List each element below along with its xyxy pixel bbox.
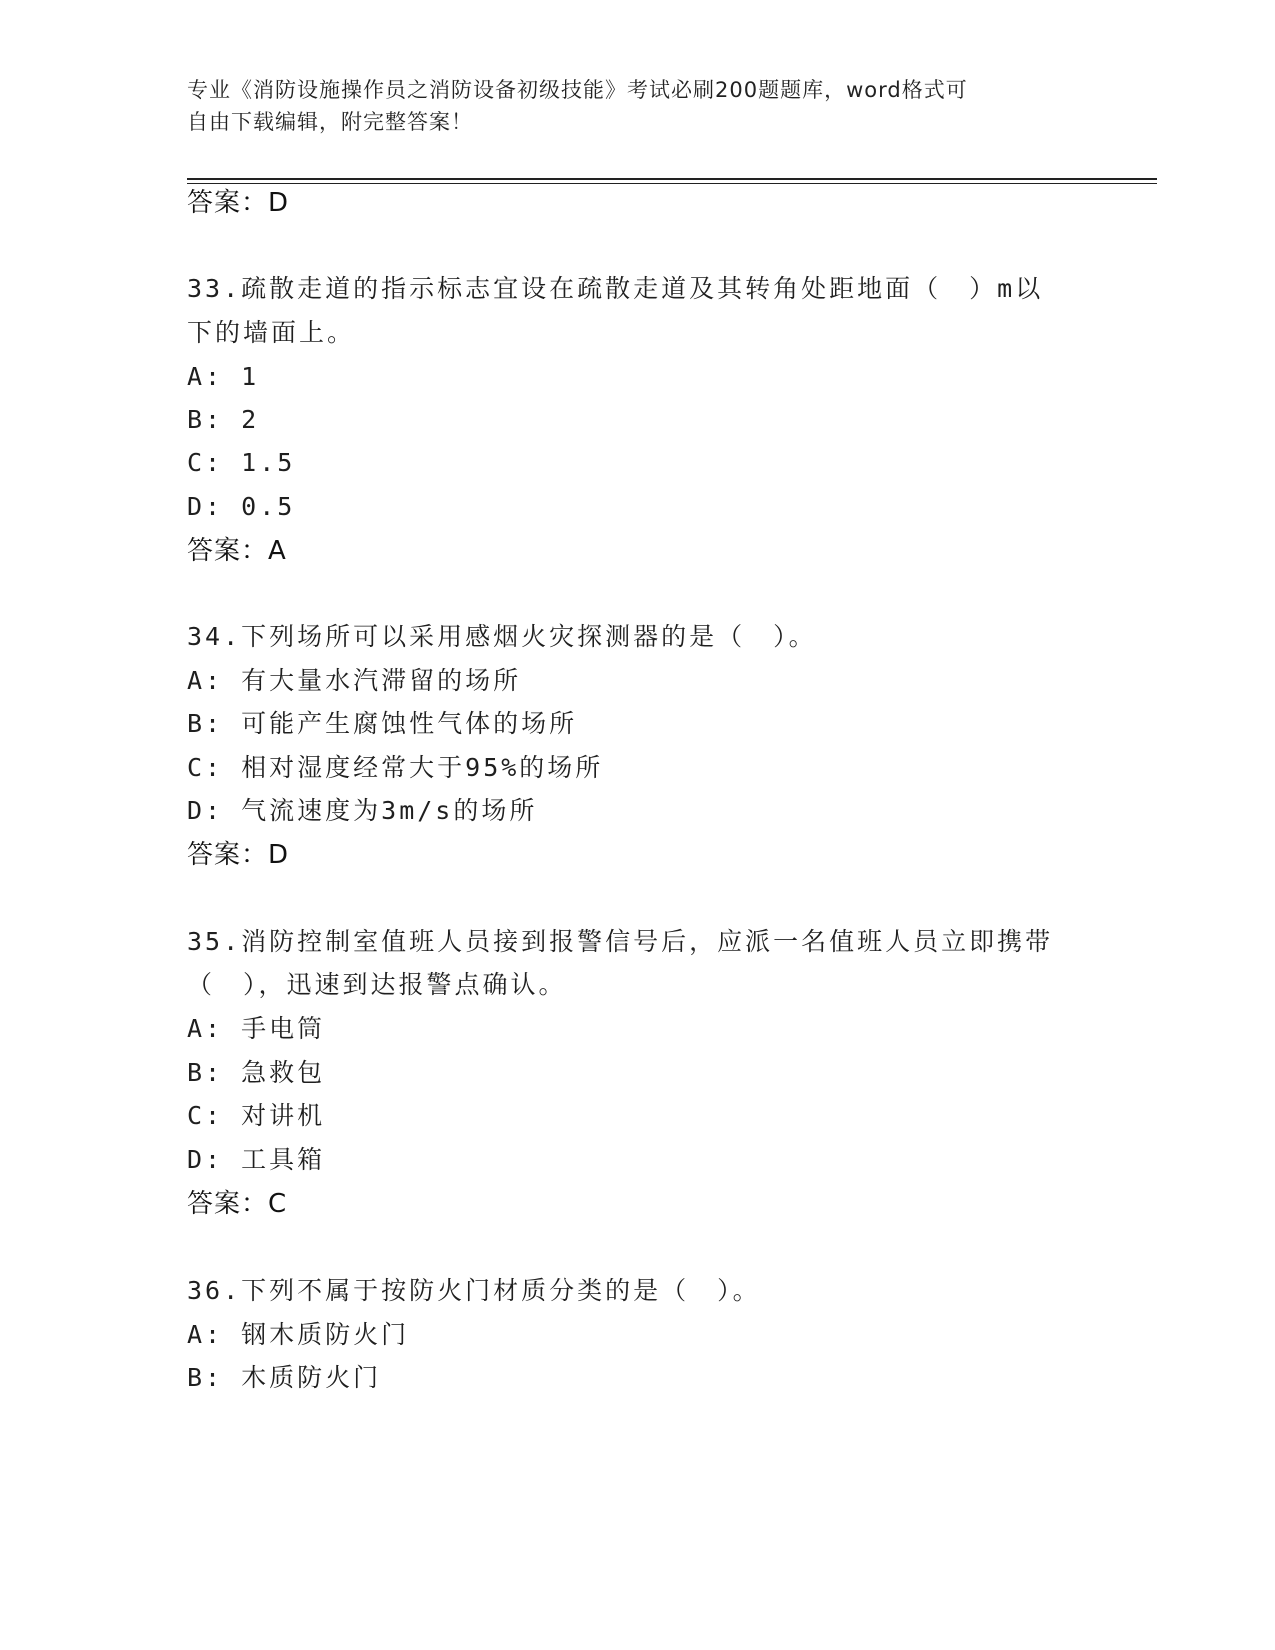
question-33-option-c: C: 1.5	[187, 448, 296, 477]
question-33-stem-line-1: 33.疏散走道的指示标志宜设在疏散走道及其转角处距地面（ ）m以	[187, 274, 1044, 303]
question-34-option-d: D: 气流速度为3m/s的场所	[187, 796, 538, 825]
question-34-option-c: C: 相对湿度经常大于95%的场所	[187, 753, 604, 782]
question-35-stem-line-1: 35.消防控制室值班人员接到报警信号后，应派一名值班人员立即携带	[187, 927, 1054, 956]
question-33-stem-line-2: 下的墙面上。	[187, 318, 356, 347]
question-36-option-a: A: 钢木质防火门	[187, 1320, 410, 1349]
question-35-option-d: D: 工具箱	[187, 1145, 326, 1174]
question-34-option-a: A: 有大量水汽滞留的场所	[187, 666, 522, 695]
header-line-1: 专业《消防设施操作员之消防设备初级技能》考试必刷200题题库，word格式可	[187, 78, 968, 102]
previous-answer: 答案：D	[187, 188, 290, 218]
question-34-answer: 答案：D	[187, 840, 290, 870]
question-34-stem-line-1: 34.下列场所可以采用感烟火灾探测器的是（ ）。	[187, 622, 817, 651]
question-35-option-b: B: 急救包	[187, 1058, 326, 1087]
question-33-option-a: A: 1	[187, 362, 260, 391]
question-35-answer: 答案：C	[187, 1189, 288, 1219]
question-36-option-b: B: 木质防火门	[187, 1363, 382, 1392]
header-divider-thick	[187, 178, 1157, 180]
question-33-option-b: B: 2	[187, 405, 260, 434]
question-33-answer: 答案：A	[187, 536, 287, 566]
question-35-stem-line-2: （ ），迅速到达报警点确认。	[187, 970, 567, 999]
header-divider-thin	[187, 183, 1157, 184]
question-35-option-c: C: 对讲机	[187, 1101, 326, 1130]
document-header	[187, 74, 1067, 138]
question-34-option-b: B: 可能产生腐蚀性气体的场所	[187, 709, 578, 738]
question-33-option-d: D: 0.5	[187, 492, 296, 521]
header-line-2: 自由下载编辑，附完整答案！	[187, 110, 473, 134]
question-35-option-a: A: 手电筒	[187, 1014, 326, 1043]
question-36-stem-line-1: 36.下列不属于按防火门材质分类的是（ ）。	[187, 1276, 761, 1305]
